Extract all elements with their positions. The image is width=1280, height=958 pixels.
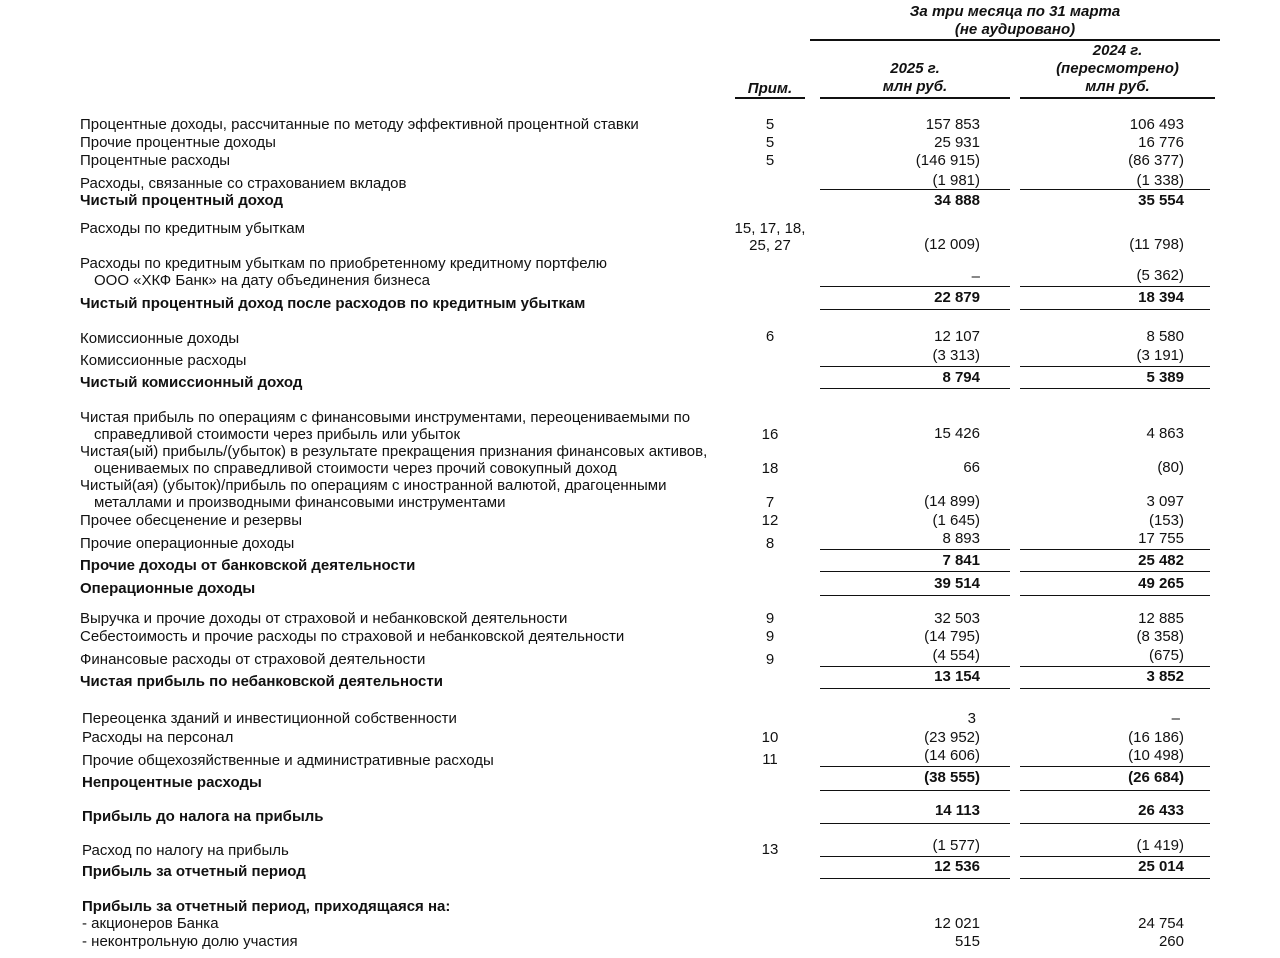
value-2024: –	[1171, 710, 1180, 727]
total-rule	[1020, 309, 1210, 310]
subtotal-rule	[820, 666, 1010, 667]
total-rule	[820, 688, 1010, 689]
row-label: Себестоимость и прочие расходы по страховой и небанковской деятельности	[80, 628, 625, 645]
row-label: Прочие операционные доходы	[80, 535, 295, 552]
row-note: 8	[765, 535, 775, 552]
value-2025: (1 981)	[932, 172, 980, 189]
value-2025: 15 426	[934, 425, 980, 442]
value-2025: 32 503	[934, 610, 980, 627]
col-2024-unit: млн руб.	[1085, 78, 1150, 95]
row-label: Прибыль за отчетный период, приходящаяся на:	[82, 898, 451, 915]
row-note: 5	[765, 116, 775, 133]
value-2025: (4 554)	[932, 647, 980, 664]
total-rule	[820, 595, 1010, 596]
row-label-line1: Чистый(ая) (убыток)/прибыль по операциям с иностранной валютой, драгоценными	[80, 477, 667, 494]
value-2024: 8 580	[1146, 328, 1184, 345]
row-note: 5	[765, 134, 775, 151]
value-2024: (1 419)	[1136, 837, 1184, 854]
row-note-line2: 25, 27	[749, 237, 791, 254]
row-note: 9	[765, 628, 775, 645]
value-2024: 24 754	[1138, 915, 1184, 932]
value-2024: 260	[1158, 933, 1184, 950]
value-2024: 12 885	[1138, 610, 1184, 627]
row-label: Расходы на персонал	[82, 729, 234, 746]
subtotal-rule	[820, 549, 1010, 550]
period-title: За три месяца по 31 марта	[909, 3, 1121, 20]
value-2025: 66	[963, 459, 980, 476]
subtotal-rule	[1020, 366, 1210, 367]
row-label: Расход по налогу на прибыль	[82, 842, 289, 859]
value-2024: (80)	[1157, 459, 1184, 476]
value-2024: 3 097	[1146, 493, 1184, 510]
row-note-line1: 15, 17, 18,	[734, 220, 806, 237]
value-2025: (1 577)	[932, 837, 980, 854]
value-2025: –	[971, 268, 980, 285]
row-label: - неконтрольную долю участия	[82, 933, 298, 950]
value-2025: (14 606)	[924, 747, 980, 764]
value-2024: 16 776	[1138, 134, 1184, 151]
row-label: Прочее обесценение и резервы	[80, 512, 303, 529]
row-note: 5	[765, 152, 775, 169]
row-label: Чистый комиссионный доход	[80, 374, 303, 391]
subtotal-rule	[820, 856, 1010, 857]
value-2024: 26 433	[1138, 802, 1184, 819]
value-2025: (14 795)	[924, 628, 980, 645]
value-2025: (12 009)	[924, 236, 980, 253]
row-label-line2: металлами и производными финансовыми инструментами	[94, 494, 506, 511]
total-rule	[820, 388, 1010, 389]
subtotal-rule	[820, 571, 1010, 572]
subtotal-rule	[1020, 666, 1210, 667]
row-label: Процентные расходы	[80, 152, 231, 169]
row-note: 11	[762, 751, 778, 768]
row-label: Прибыль до налога на прибыль	[82, 808, 324, 825]
audit-status: (не аудировано)	[954, 21, 1076, 38]
row-note: 7	[765, 494, 775, 511]
row-label: Комиссионные доходы	[80, 330, 240, 347]
value-2024: 18 394	[1138, 289, 1184, 306]
value-2025: 12 021	[934, 915, 980, 932]
row-label: Непроцентные расходы	[82, 774, 262, 791]
row-label-line2: ООО «ХКФ Банк» на дату объединения бизнеса	[94, 272, 430, 289]
row-note: 12	[761, 512, 779, 529]
col-2025-unit: млн руб.	[882, 78, 948, 95]
value-2025: 25 931	[934, 134, 980, 151]
row-note: 10	[761, 729, 779, 746]
row-label-line1: Расходы по кредитным убыткам по приобретенному кредитному портфелю	[80, 255, 608, 272]
subtotal-rule	[820, 189, 1010, 190]
subtotal-rule	[1020, 571, 1210, 572]
total-rule	[1020, 790, 1210, 791]
total-rule	[1020, 823, 1210, 824]
value-2024: 49 265	[1138, 575, 1184, 592]
value-2025: 7 841	[942, 552, 980, 569]
row-label: Расходы, связанные со страхованием вкладов	[80, 175, 407, 192]
value-2025: 515	[954, 933, 980, 950]
row-label: Прочие общехозяйственные и административные расходы	[82, 752, 494, 769]
row-note: 13	[761, 841, 779, 858]
row-label: Процентные доходы, рассчитанные по методу эффективной процентной ставки	[80, 116, 639, 133]
value-2025: (14 899)	[924, 493, 980, 510]
total-rule	[820, 823, 1010, 824]
row-label: Чистый процентный доход после расходов по кредитным убыткам	[80, 295, 586, 312]
row-label: Расходы по кредитным убыткам	[80, 220, 305, 237]
row-note: 9	[765, 651, 775, 668]
row-label: Операционные доходы	[80, 580, 256, 597]
row-label: Прочие процентные доходы	[80, 134, 276, 151]
value-2025: 12 536	[934, 858, 980, 875]
value-2024: (10 498)	[1128, 747, 1184, 764]
value-2024: (3 191)	[1136, 347, 1184, 364]
value-2025: (3 313)	[932, 347, 980, 364]
value-2025: 13 154	[934, 668, 980, 685]
total-rule	[1020, 388, 1210, 389]
row-label: Чистая прибыль по небанковской деятельности	[80, 673, 443, 690]
row-label: Выручка и прочие доходы от страховой и небанковской деятельности	[80, 610, 568, 627]
row-label: - акционеров Банка	[82, 915, 219, 932]
subtotal-rule	[1020, 549, 1210, 550]
value-2025: 157 853	[925, 116, 980, 133]
total-rule	[1020, 688, 1210, 689]
note-header-rule	[735, 97, 805, 99]
row-note: 9	[765, 610, 775, 627]
col-2024-header-rule	[1020, 97, 1215, 99]
total-rule	[820, 790, 1010, 791]
row-label-line2: справедливой стоимости через прибыль или убыток	[94, 426, 461, 443]
subtotal-rule	[820, 366, 1010, 367]
subtotal-rule	[1020, 286, 1210, 287]
value-2024: 4 863	[1146, 425, 1184, 442]
row-label-line1: Чистая(ый) прибыль/(убыток) в результате прекращения признания финансовых активов,	[80, 443, 708, 460]
total-rule	[1020, 878, 1210, 879]
row-label-line2: оцениваемых по справедливой стоимости через прочий совокупный доход	[94, 460, 617, 477]
note-column-header: Прим.	[747, 80, 793, 97]
row-note: 6	[765, 328, 775, 345]
subtotal-rule	[820, 766, 1010, 767]
value-2024: (153)	[1148, 512, 1184, 529]
value-2024: (1 338)	[1136, 172, 1184, 189]
value-2025: 3	[967, 710, 976, 727]
value-2025: (1 645)	[932, 512, 980, 529]
total-rule	[1020, 595, 1210, 596]
row-note: 18	[761, 460, 779, 477]
col-2024-header	[1020, 42, 1215, 96]
row-label: Переоценка зданий и инвестиционной собственности	[82, 710, 457, 727]
total-rule	[820, 309, 1010, 310]
value-2024: (8 358)	[1136, 628, 1184, 645]
row-label: Комиссионные расходы	[80, 352, 247, 369]
value-2024: 35 554	[1138, 192, 1184, 209]
subtotal-rule	[1020, 766, 1210, 767]
value-2024: (86 377)	[1128, 152, 1184, 169]
value-2025: 22 879	[934, 289, 980, 306]
value-2024: (26 684)	[1128, 769, 1184, 786]
total-rule	[820, 878, 1010, 879]
value-2024: 5 389	[1146, 369, 1184, 386]
subtotal-rule	[820, 286, 1010, 287]
col-2024-restated: (пересмотрено)	[1056, 60, 1179, 77]
row-label: Прибыль за отчетный период	[82, 863, 306, 880]
row-label: Финансовые расходы от страховой деятельности	[80, 651, 426, 668]
value-2025: 34 888	[934, 192, 980, 209]
value-2024: 106 493	[1129, 116, 1184, 133]
value-2024: 25 014	[1138, 858, 1184, 875]
value-2025: 14 113	[934, 802, 980, 819]
subtotal-rule	[1020, 856, 1210, 857]
value-2024: (675)	[1148, 647, 1184, 664]
value-2025: 39 514	[934, 575, 980, 592]
col-2025-year: 2025 г.	[890, 60, 940, 77]
value-2024: (11 798)	[1129, 236, 1184, 253]
period-heading	[810, 3, 1220, 39]
value-2024: (16 186)	[1128, 729, 1184, 746]
row-note: 16	[761, 426, 779, 443]
value-2024: (5 362)	[1136, 267, 1184, 284]
row-label-line1: Чистая прибыль по операциям с финансовыми инструментами, переоцениваемыми по	[80, 409, 691, 426]
subtotal-rule	[1020, 189, 1210, 190]
value-2025: 12 107	[934, 328, 980, 345]
col-2025-header	[820, 60, 1010, 96]
value-2024: 25 482	[1138, 552, 1184, 569]
value-2025: 8 893	[942, 530, 980, 547]
row-label: Чистый процентный доход	[80, 192, 284, 209]
header-rule	[810, 39, 1220, 41]
row-label: Прочие доходы от банковской деятельности	[80, 557, 416, 574]
value-2025: (23 952)	[924, 729, 980, 746]
value-2024: 3 852	[1146, 668, 1184, 685]
value-2025: (38 555)	[924, 769, 980, 786]
col-2025-header-rule	[820, 97, 1010, 99]
value-2025: 8 794	[942, 369, 980, 386]
col-2024-year: 2024 г.	[1092, 42, 1143, 59]
value-2024: 17 755	[1138, 530, 1184, 547]
value-2025: (146 915)	[915, 152, 980, 169]
